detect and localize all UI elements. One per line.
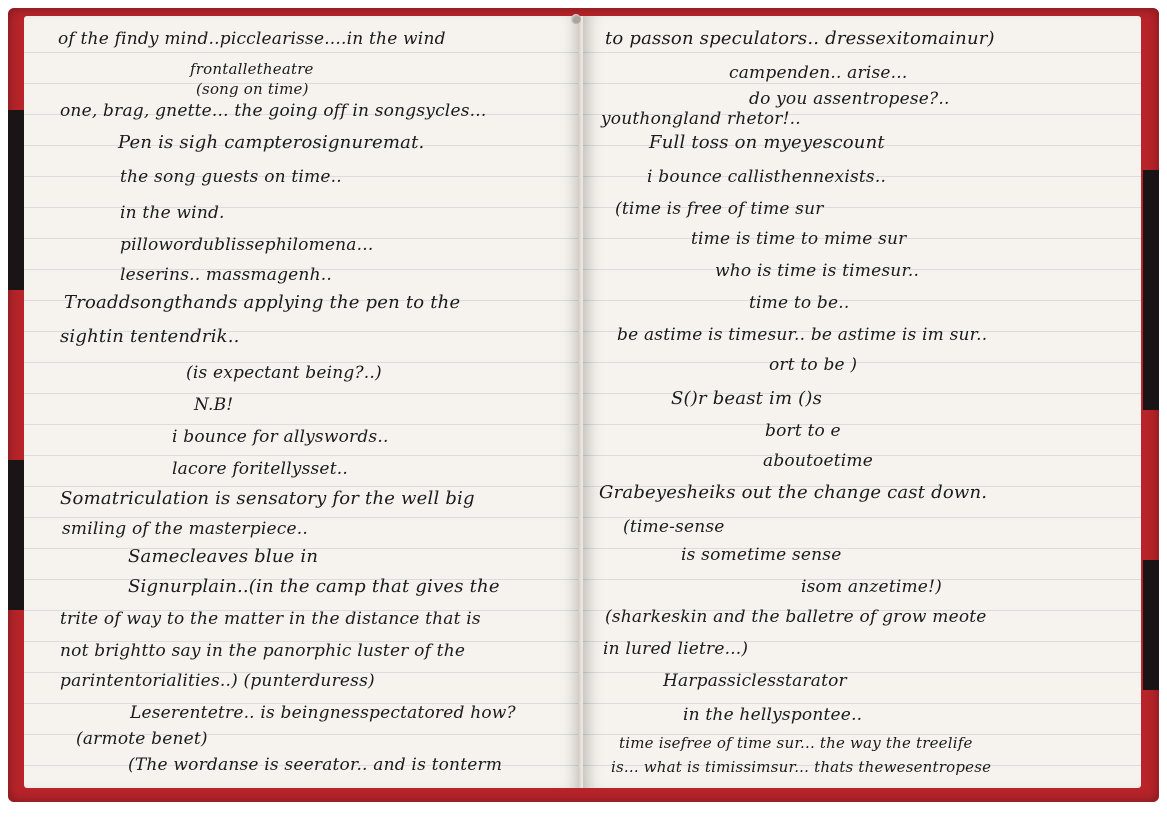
binding-rivet <box>571 14 581 24</box>
handwritten-line: in the wind. <box>120 203 225 223</box>
handwritten-line: time isefree of time sur... the way the treelife <box>619 734 973 752</box>
handwritten-line: (time-sense <box>623 517 725 537</box>
handwritten-line: Grabeyesheiks out the change cast down. <box>599 482 988 503</box>
handwritten-line: lacore foritellysset.. <box>172 459 348 479</box>
handwritten-line: S()r beast im ()s <box>671 388 823 409</box>
left-page <box>24 16 581 788</box>
handwritten-line: sightin tentendrik.. <box>60 326 240 347</box>
cover-band <box>1143 170 1159 410</box>
handwritten-line: who is time is timesur.. <box>715 261 920 281</box>
handwritten-line: is... what is timissimsur... thats thewesentropese <box>611 758 992 776</box>
handwritten-line: (sharkeskin and the balletre of grow meote <box>605 607 987 627</box>
handwritten-line: of the findy mind..picclearisse....in the wind <box>58 29 446 49</box>
handwritten-line: not brightto say in the panorphic luster of the <box>60 641 466 661</box>
handwritten-line: do you assentropese?.. <box>749 89 950 109</box>
handwritten-line: (is expectant being?..) <box>186 363 382 383</box>
handwritten-line: N.B! <box>194 395 234 415</box>
handwritten-line: isom anzetime!) <box>801 577 942 597</box>
handwritten-line: Signurplain..(in the camp that gives the <box>128 576 500 597</box>
handwritten-line: the song guests on time.. <box>120 167 342 187</box>
handwritten-line: pillowordublissephilomena... <box>120 235 374 255</box>
handwritten-line: (The wordanse is seerator.. and is tonterm <box>128 755 503 775</box>
handwritten-line: is sometime sense <box>681 545 842 565</box>
handwritten-line: smiling of the masterpiece.. <box>62 519 308 539</box>
handwritten-line: i bounce callisthennexists.. <box>647 167 887 187</box>
handwritten-line: to passon speculators.. dressexitomainur) <box>605 28 995 49</box>
handwritten-line: campenden.. arise... <box>729 63 908 83</box>
handwritten-line: Full toss on myeyescount <box>649 132 885 153</box>
handwritten-line: Samecleaves blue in <box>128 546 319 567</box>
handwritten-line: i bounce for allyswords.. <box>172 427 389 447</box>
handwritten-line: (song on time) <box>196 80 309 98</box>
handwritten-line: in lured lietre...) <box>603 639 749 659</box>
handwritten-line: Leserentetre.. is beingnesspectatored how? <box>130 703 516 723</box>
handwritten-line: parintentorialities..) (punterduress) <box>60 671 375 691</box>
handwritten-line: time to be.. <box>749 293 850 313</box>
handwritten-line: time is time to mime sur <box>691 229 907 249</box>
handwritten-line: bort to e <box>765 421 841 441</box>
handwritten-line: Pen is sigh campterosignuremat. <box>118 132 425 153</box>
handwritten-line: be astime is timesur.. be astime is im sur.. <box>617 325 988 345</box>
handwritten-line: aboutoetime <box>763 451 873 471</box>
right-page <box>583 16 1141 788</box>
handwritten-line: leserins.. massmagenh.. <box>120 265 332 285</box>
handwritten-line: youthongland rhetor!.. <box>601 109 801 129</box>
cover-band <box>1143 560 1159 690</box>
handwritten-line: frontalletheatre <box>190 60 314 78</box>
handwritten-line: trite of way to the matter in the distance that is <box>60 609 481 629</box>
handwritten-line: (time is free of time sur <box>615 199 824 219</box>
handwritten-line: one, brag, gnette... the going off in songsycles... <box>60 101 487 121</box>
handwritten-line: Troaddsongthands applying the pen to the <box>64 292 461 313</box>
handwritten-line: (armote benet) <box>76 729 208 749</box>
handwritten-line: Harpassiclesstarator <box>663 671 847 691</box>
handwritten-line: ort to be ) <box>769 355 858 375</box>
handwritten-line: Somatriculation is sensatory for the well big <box>60 488 475 509</box>
handwritten-line: in the hellyspontee.. <box>683 705 863 725</box>
